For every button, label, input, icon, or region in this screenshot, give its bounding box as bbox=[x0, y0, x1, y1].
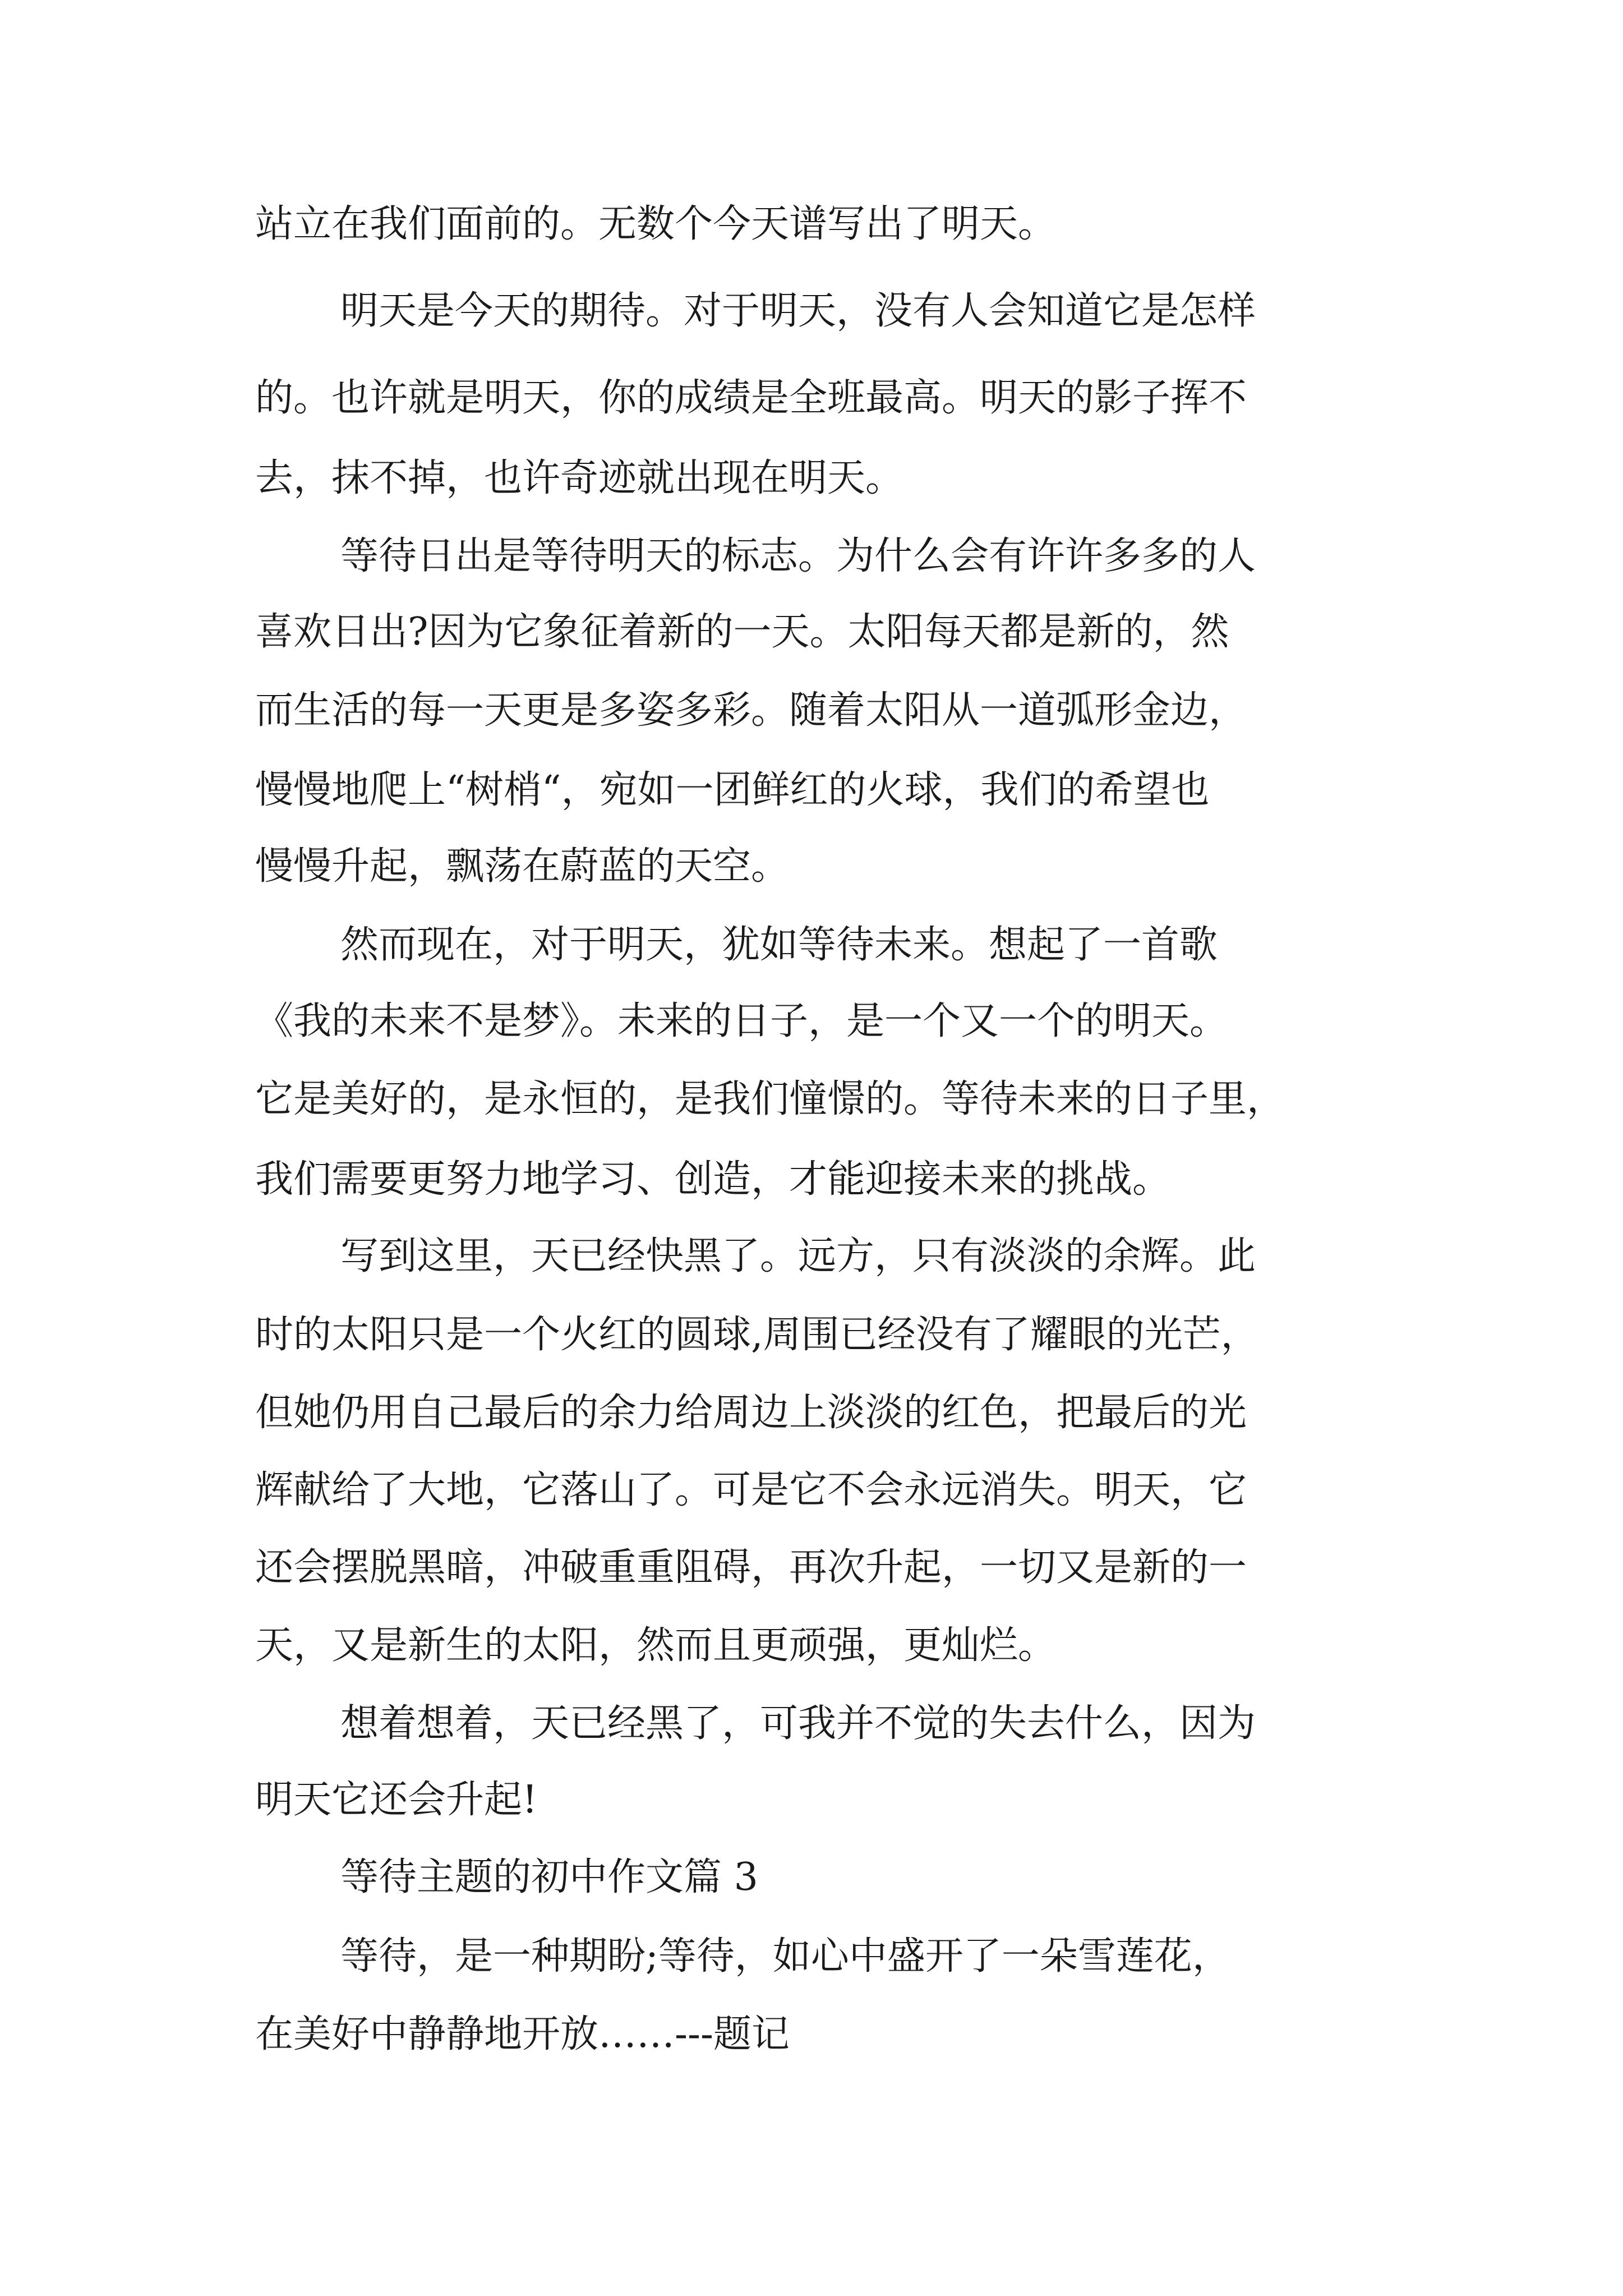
text-line: 时的太阳只是一个火红的圆球,周围已经没有了耀眼的光芒， bbox=[255, 1313, 1259, 1357]
text-line: 喜欢日出?因为它象征着新的一天。太阳每天都是新的，然 bbox=[255, 610, 1229, 654]
text-line: 明天它还会升起! bbox=[255, 1778, 538, 1822]
text-line: 还会摆脱黑暗，冲破重重阻碍，再次升起，一切又是新的一 bbox=[255, 1545, 1247, 1590]
text-line: 想着想着，天已经黑了，可我并不觉的失去什么，因为 bbox=[340, 1701, 1256, 1746]
text-line: 写到这里，天已经快黑了。远方，只有淡淡的余辉。此 bbox=[340, 1234, 1256, 1278]
text-line: 等待，是一种期盼;等待，如心中盛开了一朵雪莲花， bbox=[340, 1934, 1230, 1978]
text-line: 明天是今天的期待。对于明天，没有人会知道它是怎样 bbox=[340, 289, 1256, 333]
text-line: 《我的未来不是梦》。未来的日子，是一个又一个的明天。 bbox=[255, 999, 1228, 1043]
text-line: 天，又是新生的太阳，然而且更顽强，更灿烂。 bbox=[255, 1623, 1057, 1668]
text-line: 等待日出是等待明天的标志。为什么会有许许多多的人 bbox=[340, 534, 1256, 578]
text-line: 辉献给了大地，它落山了。可是它不会永远消失。明天，它 bbox=[255, 1468, 1247, 1512]
text-line: 它是美好的，是永恒的，是我们憧憬的。等待未来的日子里， bbox=[255, 1077, 1285, 1121]
text-line: 的。也许就是明天，你的成绩是全班最高。明天的影子挥不 bbox=[255, 376, 1247, 420]
text-line: 站立在我们面前的。无数个今天谱写出了明天。 bbox=[255, 202, 1057, 246]
section-heading: 等待主题的初中作文篇 3 bbox=[340, 1855, 758, 1899]
text-line: 我们需要更努力地学习、创造，才能迎接未来的挑战。 bbox=[255, 1157, 1171, 1202]
text-line: 慢慢地爬上“树梢“，宛如一团鲜红的火球，我们的希望也 bbox=[255, 768, 1210, 812]
text-line: 然而现在，对于明天，犹如等待未来。想起了一首歌 bbox=[340, 923, 1218, 967]
text-line: 慢慢升起，飘荡在蔚蓝的天空。 bbox=[255, 844, 790, 889]
text-line: 而生活的每一天更是多姿多彩。随着太阳从一道弧形金边， bbox=[255, 688, 1247, 733]
text-line: 在美好中静静地开放……---题记 bbox=[255, 2012, 790, 2056]
text-line: 但她仍用自己最后的余力给周边上淡淡的红色，把最后的光 bbox=[255, 1391, 1247, 1435]
text-line: 去，抹不掉，也许奇迹就出现在明天。 bbox=[255, 456, 904, 500]
